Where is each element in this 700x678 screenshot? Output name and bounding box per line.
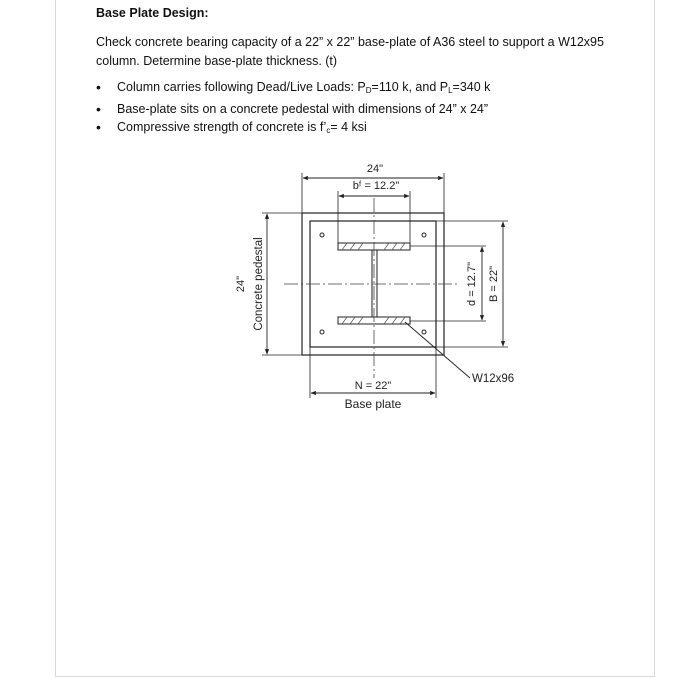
base-plate-label: Base plate xyxy=(344,397,402,411)
anchor-bolt-hole xyxy=(320,330,324,334)
flange-width-label: bᶠ = 12.2" xyxy=(352,180,400,192)
list-item-pedestal: • Base-plate sits on a concrete pedestal with dimensions of 24” x 24” xyxy=(96,100,490,118)
plate-b-label: B = 22" xyxy=(488,265,500,303)
anchor-bolt-hole xyxy=(422,330,426,334)
problem-statement: Check concrete bearing capacity of a 22” x 22” base-plate of A36 steel to support a W12x95 column. Determine base-plate thickness. (t) xyxy=(96,35,604,68)
plate-n-label: N = 22" xyxy=(354,380,392,392)
anchor-bolt-hole xyxy=(320,233,324,237)
list-item-concrete-strength: • Compressive strength of concrete is $f’_c= 4$ ksi xyxy=(96,118,490,140)
pedestal-width-label: 24" xyxy=(366,163,384,175)
pedestal-label: Concrete pedestal xyxy=(253,237,265,331)
list-item-loads: • Column carries following Dead/Live Loads: $P_D=110$ k, and $P_L=340$ k xyxy=(96,78,490,100)
column-label: W12x96 xyxy=(472,373,515,385)
column-depth-label: d = 12.7" xyxy=(466,262,478,306)
section-heading: Base Plate Design: xyxy=(96,6,209,20)
anchor-bolt-hole xyxy=(422,233,426,237)
pedestal-height-label: 24" xyxy=(235,275,247,293)
column-leader-line xyxy=(405,322,470,378)
